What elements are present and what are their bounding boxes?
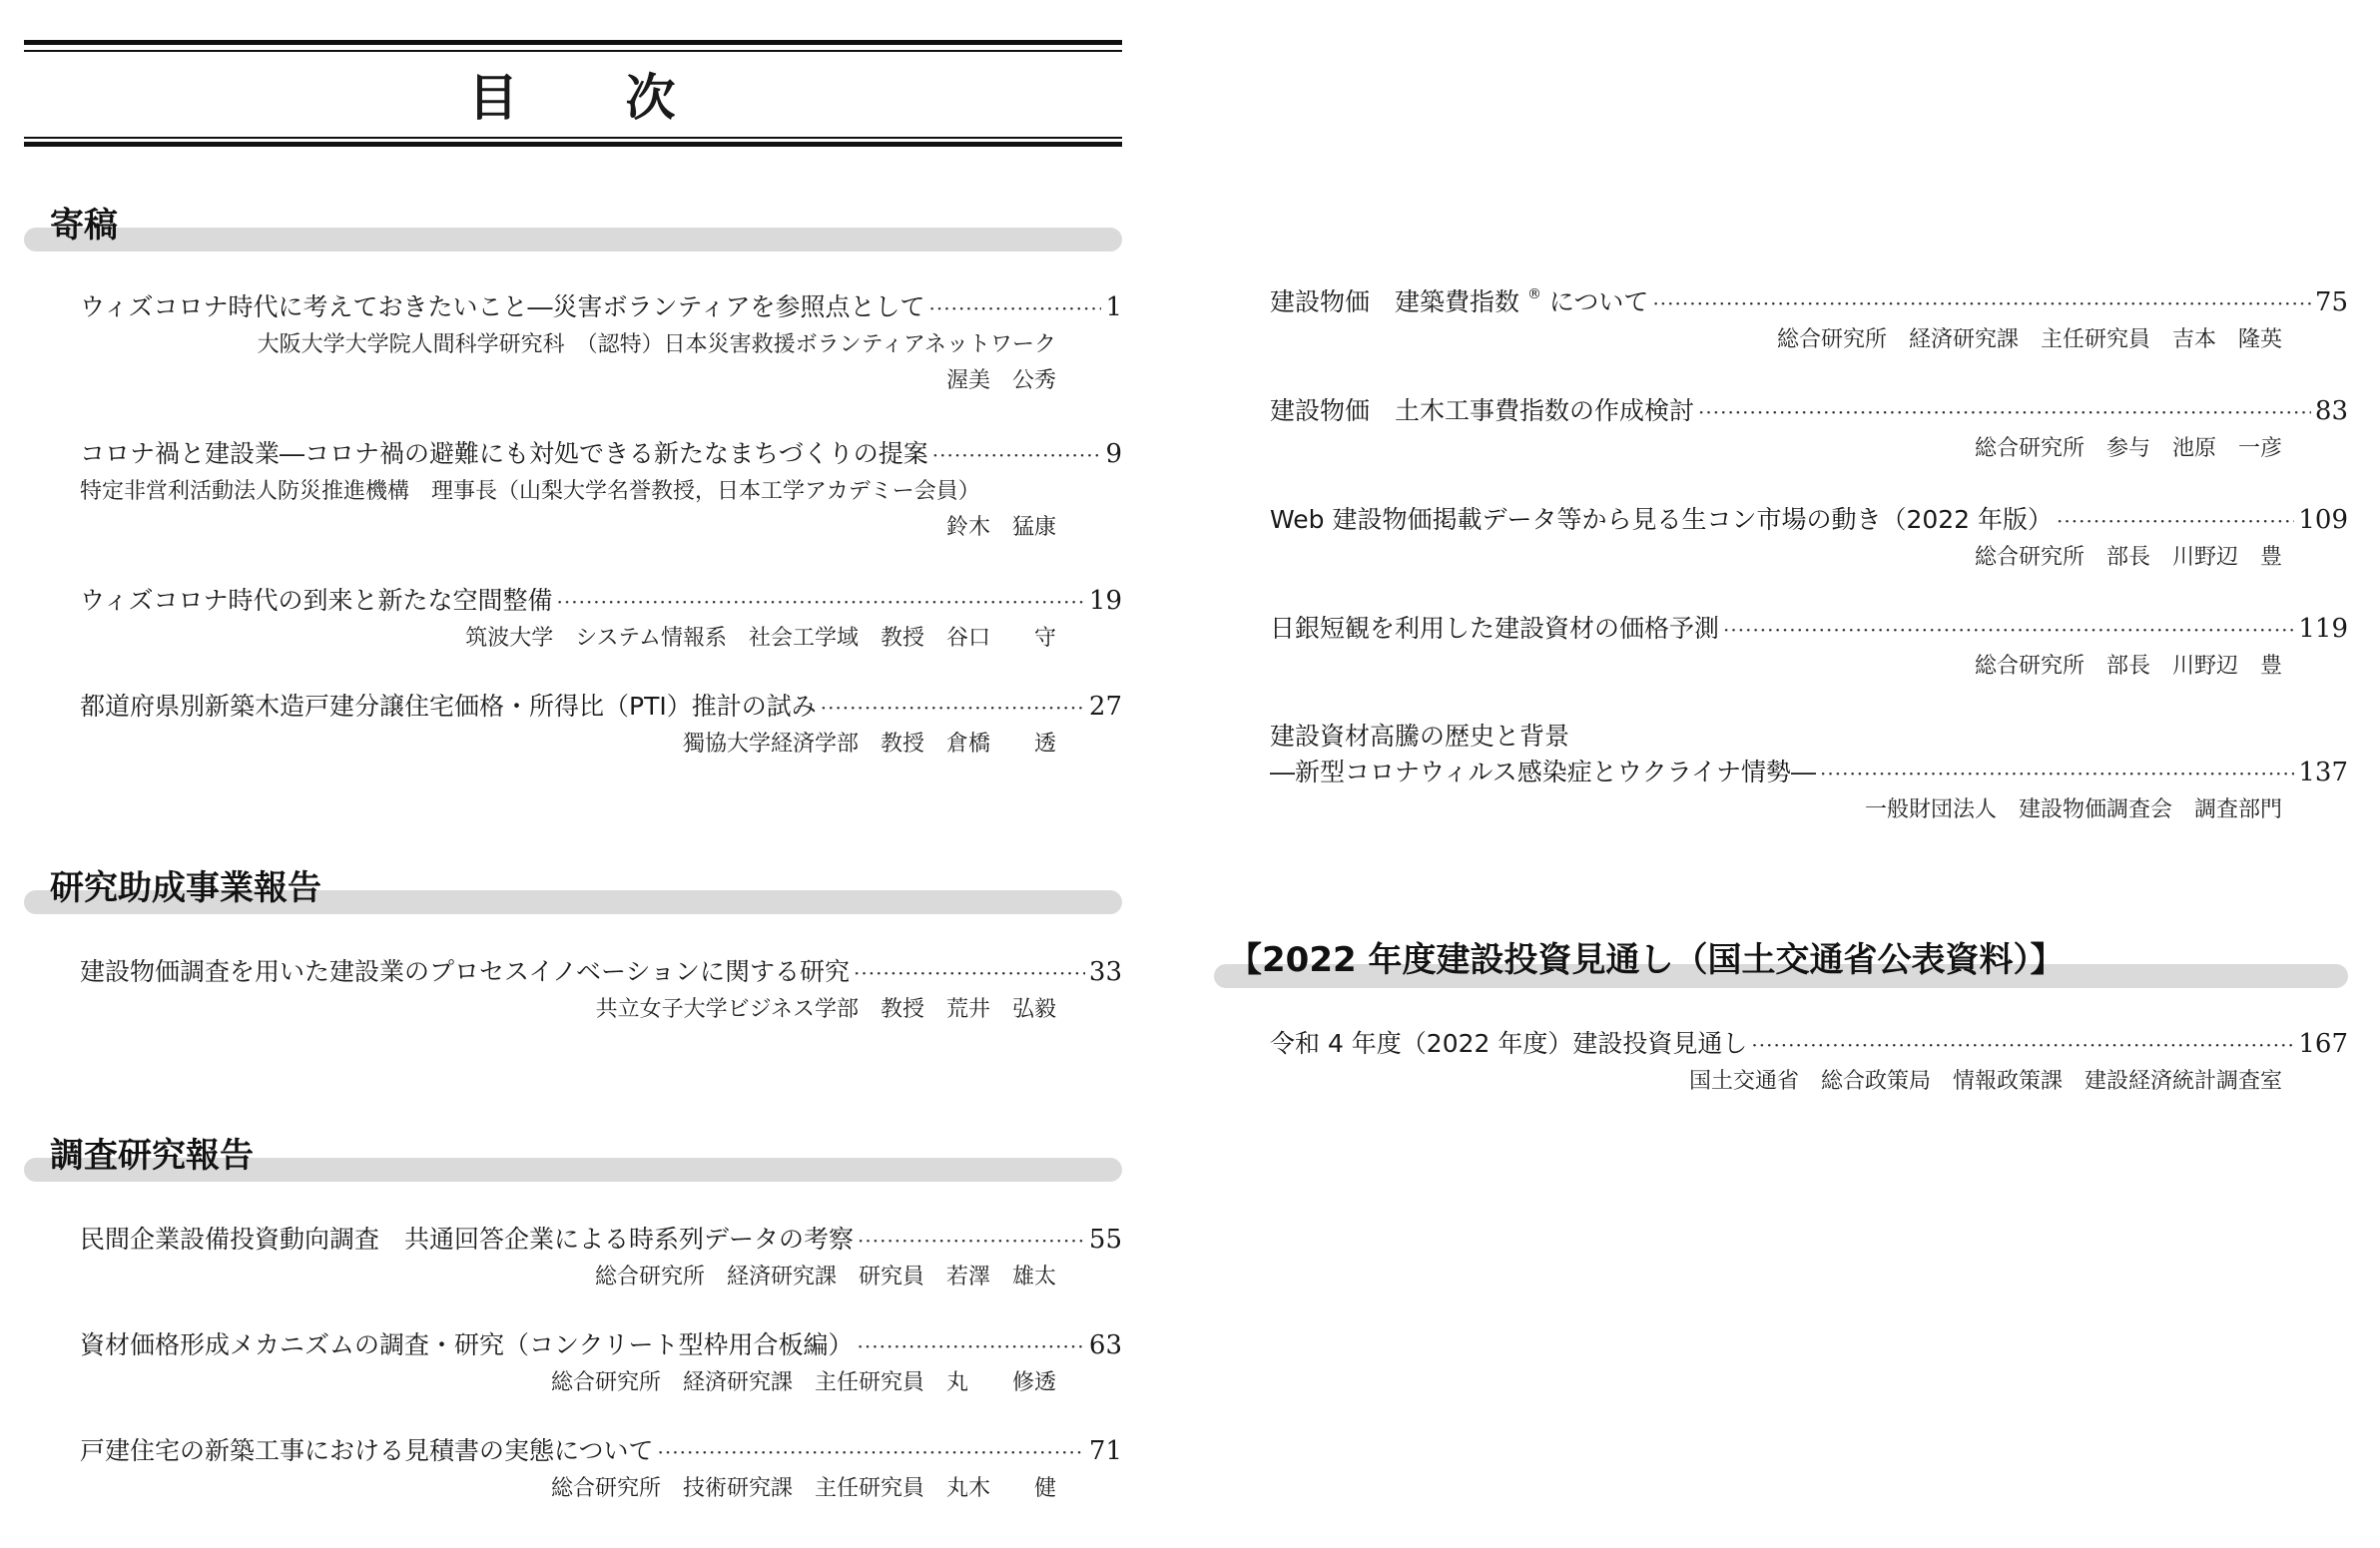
toc-entry[interactable] xyxy=(1270,1026,2348,1101)
page-number: 71 xyxy=(1088,1436,1122,1466)
toc-entry[interactable] xyxy=(80,954,1122,1029)
entry-title: Web 建設物価掲載データ等から見る生コン市場の動き（2022 年版） xyxy=(1270,505,2054,534)
entry-title: ―新型コロナウィルス感染症とウクライナ情勢― xyxy=(1270,758,1817,786)
entry-title: コロナ禍と建設業―コロナ禍の避難にも対処できる新たなまちづくりの提案 xyxy=(80,439,928,468)
page-number: 1 xyxy=(1105,292,1122,322)
page-number: 167 xyxy=(2298,1029,2348,1059)
toc-entry[interactable] xyxy=(80,436,1122,547)
page-title: 目 次 xyxy=(468,69,678,127)
toc-entry[interactable] xyxy=(1270,719,2348,829)
page-number: 27 xyxy=(1088,692,1122,722)
section-heading-research-grant xyxy=(24,866,1122,918)
entry-title: ウィズコロナ時代に考えておきたいこと―災害ボランティアを参照点として xyxy=(80,292,925,321)
leader-dots xyxy=(1751,1027,2294,1063)
entry-author: 獨協大学経済学部 教授 倉橋 透 xyxy=(682,732,1056,757)
section-bar xyxy=(24,228,1122,252)
toc-entry[interactable] xyxy=(80,1433,1122,1508)
leader-dots xyxy=(929,290,1102,326)
toc-entry[interactable] xyxy=(80,1222,1122,1296)
toc-entry[interactable] xyxy=(1270,284,2348,359)
entry-title: 都道府県別新築木造戸建分譲住宅価格・所得比（PTI）推計の試み xyxy=(80,692,817,721)
entry-title: 民間企業設備投資動向調査 共通回答企業による時系列データの考察 xyxy=(80,1225,855,1254)
page-number: 109 xyxy=(2298,505,2348,535)
entry-title: 資材価格形成メカニズムの調査・研究（コンクリート型枠用合板編） xyxy=(80,1330,854,1359)
entry-author: 筑波大学 システム情報系 社会工学域 教授 谷口 守 xyxy=(465,626,1056,651)
entry-title: ウィズコロナ時代の到来と新たな空間整備 xyxy=(80,586,553,615)
leader-dots xyxy=(858,1223,1085,1259)
entry-author: 総合研究所 経済研究課 主任研究員 吉本 隆英 xyxy=(1776,327,2282,352)
leader-dots xyxy=(821,690,1085,726)
entry-author: 総合研究所 部長 川野辺 豊 xyxy=(1974,654,2282,679)
title-rule xyxy=(24,40,1122,45)
toc-entry[interactable] xyxy=(1270,502,2348,577)
section-label: 寄稿 xyxy=(50,206,118,246)
leader-dots xyxy=(1723,612,2294,648)
toc-entry[interactable] xyxy=(80,1327,1122,1402)
toc-entry[interactable] xyxy=(1270,393,2348,468)
leader-dots xyxy=(2057,503,2294,539)
entry-author: 総合研究所 技術研究課 主任研究員 丸木 健 xyxy=(550,1476,1056,1501)
entry-author: 一般財団法人 建設物価調査会 調査部門 xyxy=(1864,797,2282,822)
page-number: 33 xyxy=(1088,957,1122,987)
entry-title: 日銀短観を利用した建設資材の価格予測 xyxy=(1270,614,1720,643)
title-rule xyxy=(24,137,1122,139)
leader-dots xyxy=(858,1328,1085,1364)
entry-author: 総合研究所 参与 池原 一彦 xyxy=(1974,436,2282,461)
entry-author: 総合研究所 経済研究課 主任研究員 丸 修透 xyxy=(550,1370,1056,1395)
leader-dots xyxy=(557,584,1085,620)
toc-entry[interactable] xyxy=(1270,611,2348,686)
entry-author: 国土交通省 総合政策局 情報政策課 建設経済統計調査室 xyxy=(1688,1069,2282,1094)
entry-author: 大阪大学大学院人間科学研究科 （認特）日本災害救援ボランティアネットワーク xyxy=(257,332,1056,357)
page-number: 137 xyxy=(2298,758,2348,787)
toc-title-block xyxy=(24,40,1122,150)
section-heading-survey-report xyxy=(24,1134,1122,1186)
entry-author: 鈴木 猛康 xyxy=(945,515,1056,540)
page-number: 19 xyxy=(1088,586,1122,616)
entry-title: 建設物価 建築費指数 ® について xyxy=(1270,286,1649,316)
entry-author: 共立女子大学ビジネス学部 教授 荒井 弘毅 xyxy=(595,997,1056,1022)
section-label: 調査研究報告 xyxy=(50,1136,254,1176)
page-number: 55 xyxy=(1088,1225,1122,1255)
page-number: 9 xyxy=(1105,439,1122,469)
leader-dots xyxy=(1652,285,2310,321)
section-heading-construction-investment xyxy=(1214,938,2348,990)
page-number: 75 xyxy=(2314,287,2348,317)
leader-dots xyxy=(658,1434,1085,1470)
page-number: 119 xyxy=(2298,614,2348,644)
registered-mark: ® xyxy=(1526,286,1541,302)
leader-dots xyxy=(854,955,1085,991)
entry-title: 令和 4 年度（2022 年度）建設投資見通し xyxy=(1270,1029,1748,1058)
section-label: 【2022 年度建設投資見通し（国土交通省公表資料）】 xyxy=(1228,940,2065,980)
page-number: 63 xyxy=(1088,1330,1122,1360)
entry-author: 渥美 公秀 xyxy=(945,368,1056,393)
entry-title: 建設物価 土木工事費指数の作成検討 xyxy=(1270,396,1695,425)
leader-dots xyxy=(1698,394,2311,430)
leader-dots xyxy=(1820,756,2294,791)
entry-title: 建設物価調査を用いた建設業のプロセスイノベーションに関する研究 xyxy=(80,957,851,986)
title-rule xyxy=(24,142,1122,147)
toc-entry[interactable] xyxy=(80,289,1122,400)
toc-entry[interactable] xyxy=(80,583,1122,658)
title-rule xyxy=(24,50,1122,52)
leader-dots xyxy=(932,437,1102,473)
entry-author: 総合研究所 経済研究課 研究員 若澤 雄太 xyxy=(594,1265,1056,1290)
entry-author: 総合研究所 部長 川野辺 豊 xyxy=(1974,545,2282,570)
section-heading-kikou xyxy=(24,204,1122,256)
toc-entry[interactable] xyxy=(80,689,1122,764)
page-number: 83 xyxy=(2314,396,2348,426)
entry-author: 特定非営利活動法人防災推進機構 理事長（山梨大学名誉教授，日本工学アカデミー会員） xyxy=(80,479,980,504)
entry-title-line1: 建設資材高騰の歴史と背景 xyxy=(1270,722,1570,751)
section-label: 研究助成事業報告 xyxy=(50,868,321,908)
entry-title: 戸建住宅の新築工事における見積書の実態について xyxy=(80,1436,654,1465)
